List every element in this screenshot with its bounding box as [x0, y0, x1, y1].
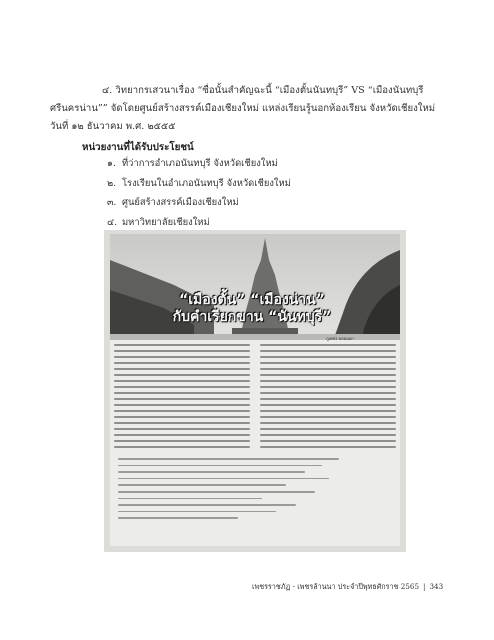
footer-journal: เพชรราชภัฏ - เพชรล้านนา ประจำปีพุทธศักราช 2565 [252, 582, 420, 591]
paragraph-line-2: ศรีนครน่าน”” จัดโดยศูนย์สร้างสรรค์เมืองเชียงใหม่ แหล่งเรียนรู้นอกห้องเรียน จังหวัดเชียงใหม่ [50, 103, 436, 114]
list-item: ๒. โรงเรียนในอำเภอนันทบุรี จังหวัดเชียงใหม่ [107, 177, 291, 189]
magazine-text-columns [114, 342, 396, 452]
list-item: ๔. มหาวิทยาลัยเชียงใหม่ [107, 216, 210, 228]
magazine-title: “เมืองตั้น” “เมืองน่าน” กับคำเรียกขาน “นันทบุรี” [172, 292, 332, 325]
magazine-photo [104, 230, 406, 552]
paragraph-line-1: ๔. วิทยากรเสวนาเรื่อง “ซื่อนั้นสำคัญฉะนี้ “เมืองตั้นนันทบุรี” VS “เมืองนันทบุรี [102, 85, 424, 96]
paragraph-line-3: วันที่ ๑๒ ธันวาคม พ.ศ. ๒๕๕๕ [50, 121, 176, 132]
beneficiary-list [107, 154, 291, 232]
page-footer: เพชรราชภัฏ - เพชรล้านนา ประจำปีพุทธศักราช 2565 | 343 [252, 582, 444, 591]
magazine-author: ภูเพชร ผลหมอก [326, 336, 354, 341]
magazine-column-left [114, 342, 250, 452]
list-item: ๓. ศูนย์สร้างสรรค์เมืองเชียงใหม่ [107, 197, 239, 208]
section-heading: หน่วยงานที่ได้รับประโยชน์ [82, 142, 194, 153]
paragraph-item-4 [50, 82, 448, 136]
page-number: 343 [429, 582, 444, 591]
magazine-footnotes [118, 458, 358, 519]
magazine-column-right [260, 342, 396, 452]
list-item: ๑. ที่ว่าการอำเภอนันทบุรี จังหวัดเชียงใหม่ [107, 158, 278, 169]
